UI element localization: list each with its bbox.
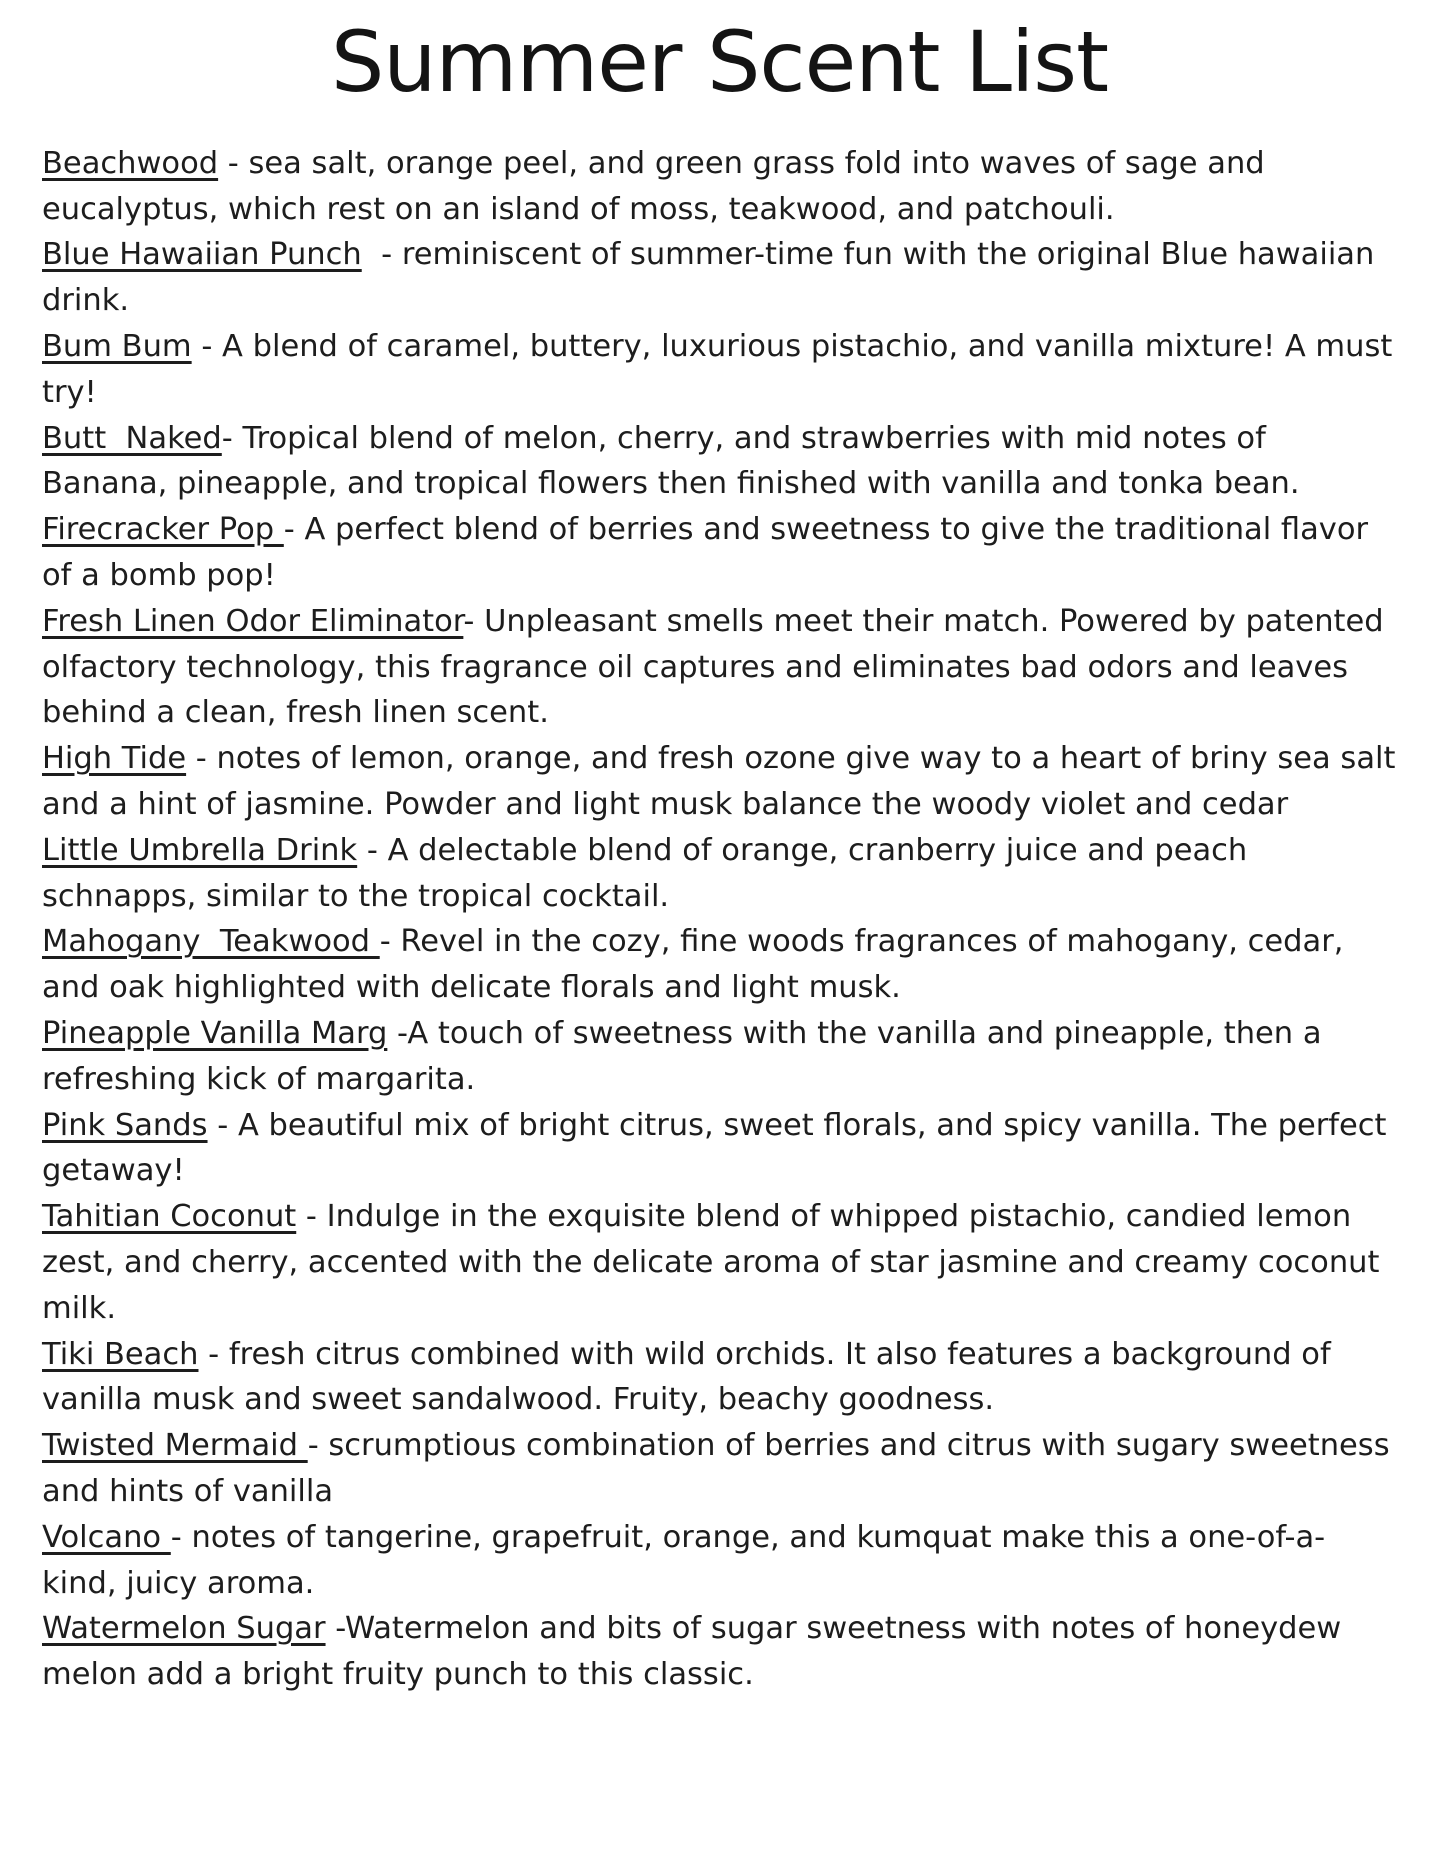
scent-entry [42, 232, 1397, 324]
scent-separator: - [361, 237, 402, 273]
scent-separator: - [198, 1336, 229, 1372]
scent-description: Watermelon and bits of sugar sweetness with notes of honeydew melon add a bright fruity punch to this classic. [42, 1611, 1351, 1693]
scent-name: Little Umbrella Drink [42, 832, 358, 868]
page-title: Summer Scent List [330, 13, 1109, 111]
scent-separator: - [221, 420, 243, 456]
scent-separator: - [463, 603, 485, 639]
scent-name: Bum Bum [42, 328, 192, 364]
scent-description: reminiscent of summer-time fun with the original Blue hawaiian drink. [42, 237, 1385, 319]
scent-list [42, 141, 1406, 1698]
scent-description: fresh citrus combined with wild orchids. It also features a background of vanilla musk and sweet sandalwood. Fruity, beachy goodness. [42, 1336, 1341, 1418]
scent-separator: - [379, 924, 401, 960]
scent-entry [42, 324, 1403, 416]
scent-name: Beachwood [42, 145, 219, 181]
scent-description: notes of tangerine, grapefruit, orange, and kumquat make this a one-of-a-kind, juicy aroma. [42, 1519, 1326, 1601]
scent-description: notes of lemon, orange, and fresh ozone give way to a heart of briny sea salt and a hint of jasmine. Powder and light musk balance the woody violet and cedar [42, 741, 1406, 822]
scent-entry [42, 1103, 1397, 1195]
scent-separator: - [283, 512, 305, 548]
scent-entry [42, 1332, 1397, 1424]
scent-separator: - [325, 1611, 346, 1647]
scent-name: Mahogany Teakwood [42, 924, 380, 960]
scent-entry [42, 141, 1397, 233]
scent-description: scrumptious combination of berries and citrus with sugary sweetness and hints of vanilla [42, 1428, 1400, 1509]
scent-name: Volcano [42, 1519, 171, 1555]
scent-name: Pineapple Vanilla Marg [42, 1015, 388, 1051]
scent-description: Revel in the cozy, fine woods fragrances of mahogany, cedar, and oak highlighted with delicate florals and light musk. [42, 924, 1354, 1006]
scent-entry [42, 919, 1397, 1011]
scent-description: A delectable blend of orange, cranberry juice and peach schnapps, similar to the tropical cocktail. [42, 832, 1257, 914]
scent-separator: - [357, 832, 388, 868]
scent-entry [42, 416, 1397, 508]
scent-description: Tropical blend of melon, cherry, and strawberries with mid notes of Banana, pineapple, and tropical flowers then finished with vanilla and tonka bean. [42, 420, 1300, 502]
scent-name: Tiki Beach [42, 1336, 199, 1372]
scent-separator: - [387, 1015, 408, 1051]
scent-description: A perfect blend of berries and sweetness to give the traditional flavor of a bomb pop! [42, 512, 1378, 593]
scent-description: A blend of caramel, buttery, luxurious pistachio, and vanilla mixture! A must try! [42, 328, 1403, 410]
scent-name: High Tide [42, 741, 187, 777]
scent-separator: - [307, 1428, 329, 1464]
scent-separator: - [186, 741, 217, 777]
scent-description: A beautiful mix of bright citrus, sweet florals, and spicy vanilla. The perfect getaway! [42, 1107, 1397, 1189]
scent-entry [42, 507, 1397, 599]
scent-description: sea salt, orange peel, and green grass fold into waves of sage and eucalyptus, which rest on an island of moss, teakwood, and patchouli. [42, 145, 1275, 227]
scent-entry [42, 828, 1397, 920]
scent-name: Tahitian Coconut [42, 1199, 297, 1235]
scent-entry [42, 1606, 1397, 1698]
scent-entry [42, 1515, 1397, 1607]
scent-name: Blue Hawaiian Punch [42, 237, 362, 273]
scent-description: Indulge in the exquisite blend of whipped pistachio, candied lemon zest, and cherry, accented with the delicate aroma of star jasmine and creamy coconut milk. [42, 1199, 1390, 1326]
scent-name: Fresh Linen Odor Eliminator [42, 603, 464, 639]
scent-separator: - [218, 145, 249, 181]
scent-name: Watermelon Sugar [42, 1611, 326, 1647]
scent-entry [42, 736, 1406, 828]
scent-name: Butt Naked [42, 420, 222, 456]
scent-name: Firecracker Pop [42, 512, 284, 548]
scent-separator: - [170, 1519, 192, 1555]
scent-entry [42, 1194, 1397, 1331]
scent-entry [42, 1423, 1400, 1515]
scent-description: A touch of sweetness with the vanilla and pineapple, then a refreshing kick of margarita. [42, 1015, 1332, 1097]
scent-description: Unpleasant smells meet their match. Powered by patented olfactory technology, this fragrance oil captures and eliminates bad odors and leaves behind a clean, fresh linen scent. [42, 603, 1394, 731]
scent-name: Pink Sands [42, 1107, 208, 1143]
scent-separator: - [191, 328, 223, 364]
scent-separator: - [207, 1107, 238, 1143]
scent-entry [42, 1011, 1397, 1103]
scent-entry [42, 599, 1397, 736]
scent-name: Twisted Mermaid [42, 1428, 308, 1464]
scent-separator: - [296, 1199, 327, 1235]
